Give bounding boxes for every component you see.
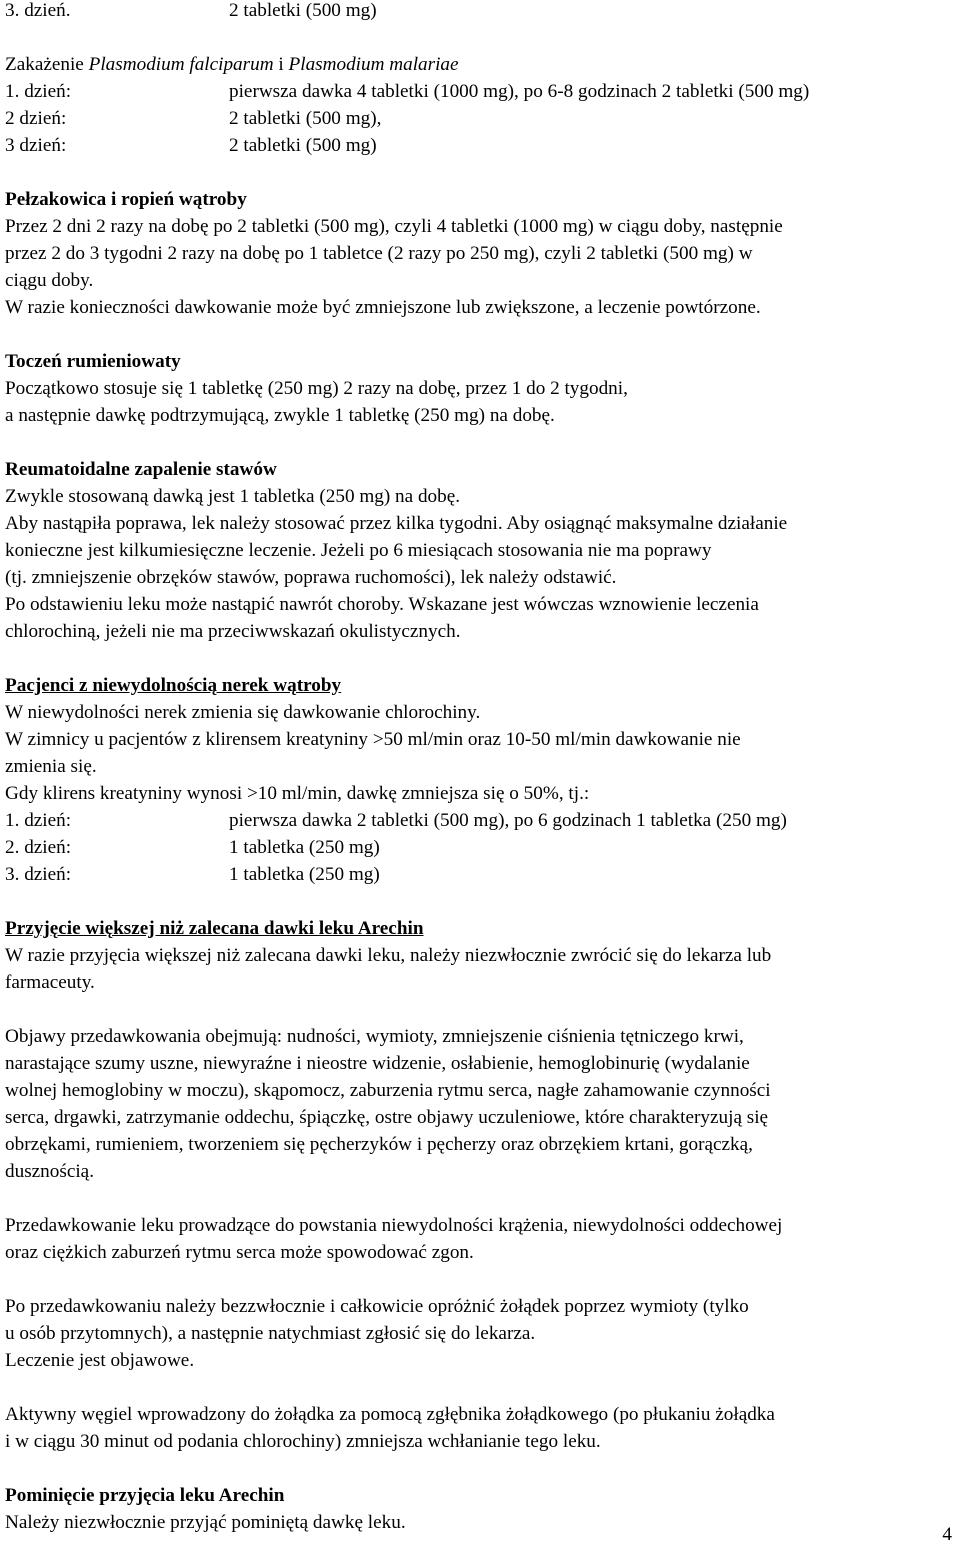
- paragraph-line: u osób przytomnych), a następnie natychmiast zgłosić się do lekarza.: [5, 1323, 536, 1344]
- paragraph-line: konieczne jest kilkumiesięczne leczenie. Jeżeli po 6 miesiącach stosowania nie ma poprawy: [5, 540, 712, 561]
- paragraph-line: serca, drgawki, zatrzymanie oddechu, śpiączkę, ostre objawy uczuleniowe, które charakteryzują się: [5, 1107, 769, 1128]
- paragraph-line: i w ciągu 30 minut od podania chlorochiny) zmniejsza wchłanianie tego leku.: [5, 1431, 601, 1452]
- paragraph-line: przez 2 do 3 tygodni 2 razy na dobę po 1 tabletce (2 razy po 250 mg), czyli 2 tabletki (500 mg) w: [5, 243, 753, 264]
- paragraph-line: (tj. zmniejszenie obrzęków stawów, poprawa ruchomości), lek należy odstawić.: [5, 567, 617, 588]
- dose-amount: 2 tabletki (500 mg): [229, 0, 377, 21]
- dose-day: 3. dzień.: [5, 0, 71, 21]
- paragraph-line: farmaceuty.: [5, 972, 95, 993]
- paragraph-line: Aby nastąpiła poprawa, lek należy stosować przez kilka tygodni. Aby osiągnąć maksymalne działanie: [5, 513, 788, 534]
- dose-row: 2 dzień: 2 tabletki (500 mg),: [5, 108, 382, 129]
- paragraph-line: Leczenie jest objawowe.: [5, 1350, 195, 1371]
- paragraph-line: W zimnicy u pacjentów z klirensem kreatyniny >50 ml/min oraz 10-50 ml/min dawkowanie nie: [5, 729, 741, 750]
- dose-row: 2. dzień: 1 tabletka (250 mg): [5, 837, 380, 858]
- paragraph-line: ciągu doby.: [5, 270, 94, 291]
- dose-row: 1. dzień: pierwsza dawka 4 tabletki (1000 mg), po 6-8 godzinach 2 tabletki (500 mg): [5, 81, 810, 102]
- paragraph-line: W razie przyjęcia większej niż zalecana dawki leku, należy niezwłocznie zwrócić się do lekarza lub: [5, 945, 772, 966]
- paragraph-line: narastające szumy uszne, niewyraźne i nieostre widzenie, osłabienie, hemoglobinurię (wydalanie: [5, 1053, 750, 1074]
- paragraph-line: Zwykle stosowaną dawką jest 1 tabletka (250 mg) na dobę.: [5, 486, 461, 507]
- paragraph-line: Aktywny węgiel wprowadzony do żołądka za pomocą zgłębnika żołądkowego (po płukaniu żołądka: [5, 1404, 775, 1425]
- dose-row: 3. dzień: 1 tabletka (250 mg): [5, 864, 380, 885]
- section-heading-renal: Pacjenci z niewydolnością nerek wątroby: [5, 675, 342, 696]
- species-name: Plasmodium malariae: [288, 54, 459, 75]
- section-heading-rheumatoid: Reumatoidalne zapalenie stawów: [5, 459, 277, 480]
- paragraph-line: Przez 2 dni 2 razy na dobę po 2 tabletki (500 mg), czyli 4 tabletki (1000 mg) w ciągu doby, następnie: [5, 216, 783, 237]
- paragraph-line: a następnie dawkę podtrzymującą, zwykle 1 tabletkę (250 mg) na dobę.: [5, 405, 555, 426]
- paragraph-line: oraz ciężkich zaburzeń rytmu serca może spowodować zgon.: [5, 1242, 474, 1263]
- paragraph-line: obrzękami, rumieniem, tworzeniem się pęcherzyków i pęcherzy oraz obrzękiem krtani, gorączką,: [5, 1134, 753, 1155]
- paragraph-line: W niewydolności nerek zmienia się dawkowanie chlorochiny.: [5, 702, 481, 723]
- paragraph-line: Objawy przedawkowania obejmują: nudności, wymioty, zmniejszenie ciśnienia tętniczego krwi,: [5, 1026, 744, 1047]
- section-heading-overdose: Przyjęcie większej niż zalecana dawki leku Arechin: [5, 918, 424, 939]
- paragraph-line: Po odstawieniu leku może nastąpić nawrót choroby. Wskazane jest wówczas wznowienie leczenia: [5, 594, 759, 615]
- paragraph-line: Należy niezwłocznie przyjąć pominiętą dawkę leku.: [5, 1512, 406, 1533]
- paragraph-line: Przedawkowanie leku prowadzące do powstania niewydolności krążenia, niewydolności oddechowej: [5, 1215, 783, 1236]
- falciparum-heading: Zakażenie Plasmodium falciparum i Plasmodium malariae: [5, 54, 459, 75]
- section-heading-missed-dose: Pominięcie przyjęcia leku Arechin: [5, 1485, 285, 1506]
- paragraph-line: chlorochiną, jeżeli nie ma przeciwwskazań okulistycznych.: [5, 621, 461, 642]
- section-heading-lupus: Toczeń rumieniowaty: [5, 351, 181, 372]
- page-number: 4: [942, 1524, 952, 1545]
- paragraph-line: W razie konieczności dawkowanie może być zmniejszone lub zwiększone, a leczenie powtórzone.: [5, 297, 761, 318]
- paragraph-line: zmienia się.: [5, 756, 97, 777]
- paragraph-line: Gdy klirens kreatyniny wynosi >10 ml/min, dawkę zmniejsza się o 50%, tj.:: [5, 783, 590, 804]
- paragraph-line: wolnej hemoglobiny w moczu), skąpomocz, zaburzenia rytmu serca, nagłe zahamowanie czynności: [5, 1080, 771, 1101]
- paragraph-line: dusznością.: [5, 1161, 94, 1182]
- document-page: [5, 0, 955, 1536]
- species-name: Plasmodium falciparum: [88, 54, 274, 75]
- dose-row-day-3: [5, 0, 955, 24]
- paragraph-line: Po przedawkowaniu należy bezzwłocznie i całkowicie opróżnić żołądek poprzez wymioty (tylko: [5, 1296, 749, 1317]
- paragraph-line: Początkowo stosuje się 1 tabletkę (250 mg) 2 razy na dobę, przez 1 do 2 tygodni,: [5, 378, 628, 399]
- dose-row: 1. dzień: pierwsza dawka 2 tabletki (500 mg), po 6 godzinach 1 tabletka (250 mg): [5, 810, 787, 831]
- dose-row: 3 dzień: 2 tabletki (500 mg): [5, 135, 377, 156]
- section-heading-amoebiasis: Pełzakowica i ropień wątroby: [5, 189, 247, 210]
